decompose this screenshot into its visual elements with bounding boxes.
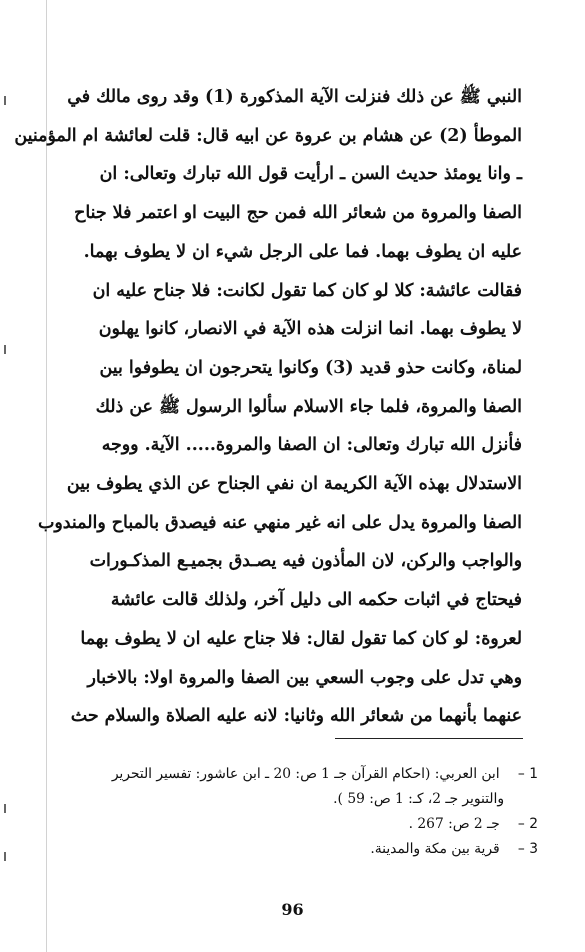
text-line: لمناة، وكانت حذو قديد (3) وكانوا يتحرجون ان يطوفوا بين bbox=[99, 357, 522, 378]
text-line: عنهما بأنهما من شعائر الله وثانيا: لانه عليه الصلاة والسلام حث bbox=[70, 706, 522, 727]
text-line: فأنزل الله تبارك وتعالى: ان الصفا والمروة..... الآية. ووجه bbox=[101, 435, 522, 456]
footnote-3 bbox=[60, 837, 538, 862]
text-line: الصفا والمروة من شعائر الله فمن حج البيت او اعتمر فلا جناح bbox=[74, 203, 522, 224]
margin-tick bbox=[4, 804, 6, 813]
footnote-text: ابن العربي: (احكام القرآن جـ 1 ص: 20 ـ ابن عاشور: تفسير التحرير bbox=[111, 766, 500, 782]
margin-tick bbox=[4, 852, 6, 861]
main-text bbox=[14, 78, 522, 736]
page-number: 96 bbox=[281, 900, 304, 919]
text-line: عليه ان يطوف بهما. فما على الرجل شيء ان لا يطوف بهما. bbox=[83, 241, 522, 262]
footnote-number: 1 – bbox=[517, 766, 538, 782]
footnote-1 bbox=[60, 762, 538, 787]
footnote-number: 3 – bbox=[517, 841, 538, 857]
text-line: لا يطوف بهما. انما انزلت هذه الآية في الانصار، كانوا يهلون bbox=[98, 319, 522, 340]
margin-tick bbox=[4, 345, 6, 354]
text-line: الصفا والمروة يدل على انه غير منهي عنه فيصدق بالمباح والمندوب bbox=[38, 512, 522, 533]
footnote-2 bbox=[60, 812, 538, 837]
footnotes bbox=[60, 762, 538, 862]
text-line: فقالت عائشة: كلا لو كان كما تقول لكانت: فلا جناح عليه ان bbox=[92, 280, 522, 301]
text-line: الاستدلال بهذه الآية الكريمة ان نفي الجناح عن الذي يطوف بين bbox=[66, 474, 522, 495]
text-line: وهي تدل على وجوب السعي بين الصفا والمروة اولا: بالاخبار bbox=[87, 667, 522, 688]
text-line: والواجب والركن، لان المأذون فيه يصـدق بجميـع المذكـورات bbox=[89, 551, 522, 572]
text-line: الموطأ (2) عن هشام بن عروة عن ابيه قال: قلت لعائشة ام المؤمنين bbox=[14, 125, 522, 146]
footnote-number: 2 – bbox=[517, 816, 538, 832]
text-line: الصفا والمروة، فلما جاء الاسلام سألوا الرسول ﷺ عن ذلك bbox=[95, 396, 522, 417]
text-line: لعروة: لو كان كما تقول لقال: فلا جناح عليه ان لا يطوف بهما bbox=[80, 628, 522, 649]
margin-tick bbox=[4, 96, 6, 105]
footnote-text: جـ 2 ص: 267 . bbox=[408, 816, 500, 832]
footnote-text: قرية بين مكة والمدينة. bbox=[370, 841, 500, 857]
text-line: ـ وانا يومئذ حديث السن ـ ارأيت قول الله تبارك وتعالى: ان bbox=[99, 164, 522, 185]
text-line: فيحتاج في اثبات حكمه الى دليل آخر، ولذلك قالت عائشة bbox=[110, 590, 522, 611]
text-line: النبي ﷺ عن ذلك فنزلت الآية المذكورة (1) وقد روى مالك في bbox=[67, 87, 522, 107]
footnote-1-continuation: والتنوير جـ 2، كـ: 1 ص: 59 ). bbox=[333, 791, 504, 807]
footnote-separator bbox=[335, 738, 523, 739]
